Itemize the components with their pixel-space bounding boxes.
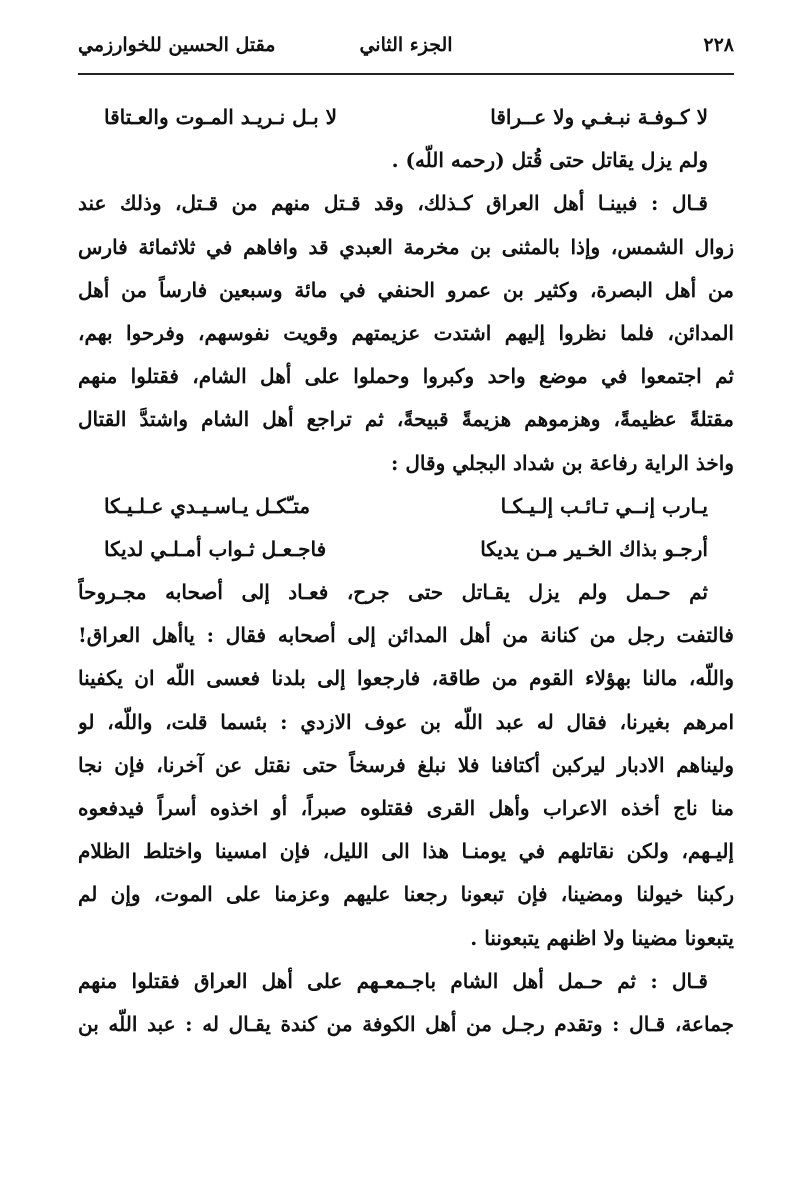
- verse-hemistich-right: يـارب إنــي تـائـب إلـيـكـا: [500, 493, 708, 518]
- verse-hemistich-right: أرجـو بذاك الخـير مـن يديكا: [480, 536, 708, 561]
- text-line: المدائن، فلما نظروا إليهم اشتدت عزيمتهم وقويت نفوسهم، وفرحوا بهم،: [78, 320, 734, 345]
- book-title: مقتل الحسين للخوارزمي: [78, 34, 276, 56]
- text-line: من أهل البصرة، وكثير بن عمرو الحنفي في مائة وسبعين فارساً من أهل: [78, 277, 734, 302]
- text-line: ركبنا خيولنا ومضينا، فإن تبعونا رجعنا عليهم وعزمنا على الموت، وإن لم: [78, 882, 734, 907]
- page-header: [78, 30, 734, 66]
- text-line: جماعة، قـال : وتقدم رجـل من أهل الكوفة من كندة يقـال له : عبد اللّه بن: [78, 1011, 734, 1036]
- page-number: ٢٢٨: [703, 34, 734, 56]
- verse-line: [78, 96, 734, 139]
- text-line: وليناهم الادبار ليركبن أكتافنا فلا نبلغ فرسخاً حتى نقتل عن آخرنا، فإن نجا: [78, 752, 734, 777]
- page-body: [78, 96, 734, 1046]
- verse-hemistich-left: متـّكـل يـاسـيـدي عـلـيـكا: [104, 493, 311, 518]
- text-line: فالتفت رجل من كنانة من أهل المدائن إلى أصحابه فقال : ياأهل العراق!: [78, 623, 734, 648]
- text-line: واللّه، مالنا بهؤلاء القوم من طاقة، فارجعوا إلى بلدنا فعسى اللّه ان يكفينا: [78, 666, 734, 691]
- text-line: ثم اجتمعوا في موضع واحد وكبروا وحملوا على أهل الشام، فقتلوا منهم: [78, 364, 734, 389]
- text-line: زوال الشمس، وإذا بالمثنى بن مخرمة العبدي قد وافاهم في ثلاثمائة فارس: [78, 234, 734, 259]
- part-label: الجزء الثاني: [359, 34, 453, 56]
- text-line: إليـهم، ولكن نقاتلهم في يومنـا هذا الى الليل، فإن امسينا واختلط الظلام: [78, 839, 734, 864]
- text-line: منا ناج أخذه الاعراب وأهل القرى فقتلوه صبراً، أو اخذوه أسراً فيدفعوه: [78, 796, 734, 820]
- verse-hemistich-left: لا بـل نـريـد المـوت والعـتاقا: [104, 105, 338, 129]
- text-line: امرهم بغيرنا، فقال له عبد اللّه بن عوف الازدي : بئسما قلت، واللّه، لو: [78, 709, 734, 734]
- text-line: واخذ الراية رفاعة بن شداد البجلي وقال :: [391, 450, 734, 475]
- header-divider: [78, 73, 734, 75]
- text-line: قـال : فبينـا أهل العراق كـذلك، وقد قـتل منهم من قـتل، وذلك عند: [78, 191, 708, 216]
- text-line: ثم حـمل ولم يزل يقـاتل حتى جرح، فعـاد إلى أصحابه مجـروحاً: [78, 580, 708, 605]
- verse-hemistich-right: لا كـوفـة نبـغـي ولا عــراقا: [490, 105, 708, 129]
- text-line: يتبعونا مضينا ولا اظنهم يتبعوننا .: [470, 925, 734, 950]
- verse-hemistich-left: فاجـعـل ثـواب أمـلـي لديكا: [104, 536, 327, 561]
- text-line: ولم يزل يقاتل حتى قُتل (رحمه اللّه) .: [391, 148, 708, 173]
- verse-line: [78, 528, 734, 571]
- text-line: مقتلةً عظيمةً، وهزموهم هزيمةً قبيحةً، ثم تراجع أهل الشام واشتدَّ القتال: [78, 407, 734, 432]
- text-line: قـال : ثم حـمل أهل الشام باجـمعـهم على أهل العراق فقتلوا منهم: [78, 968, 708, 993]
- verse-line: [78, 485, 734, 528]
